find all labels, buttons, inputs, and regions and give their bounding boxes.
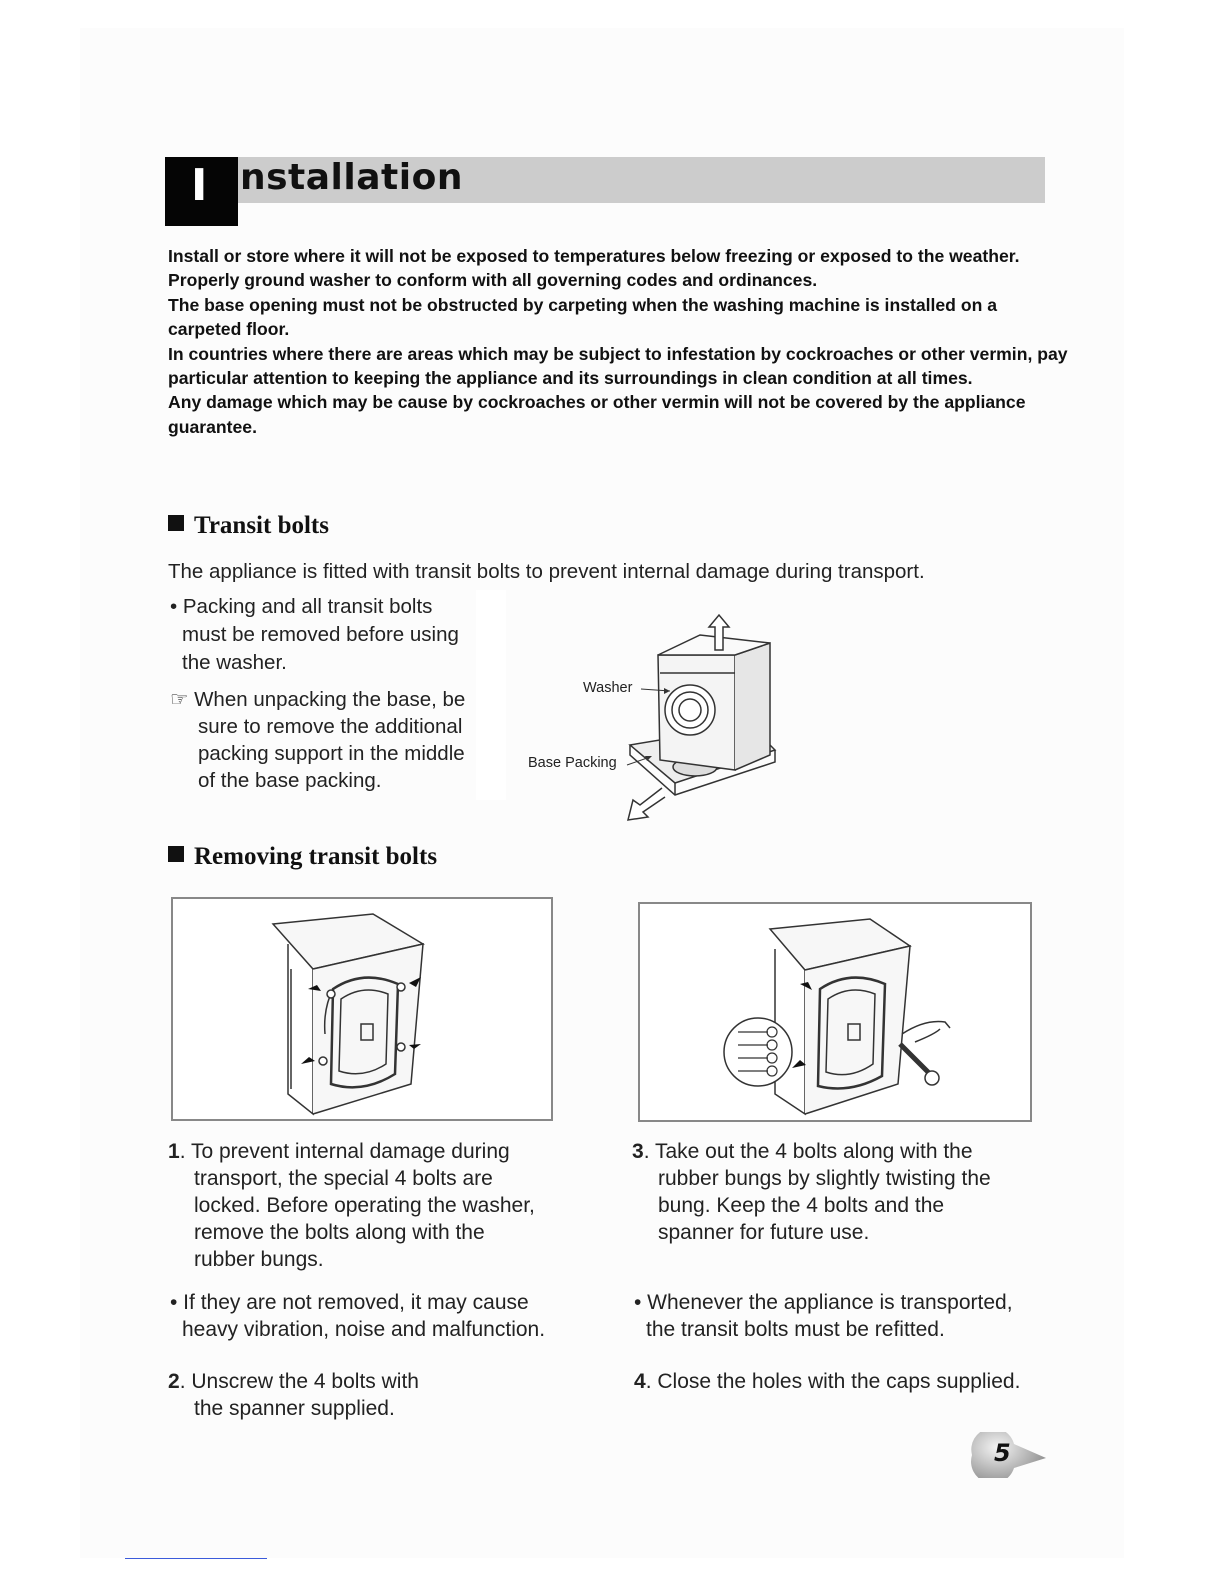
square-bullet-icon (168, 846, 184, 862)
washer-label: Washer (583, 680, 633, 696)
washer-back-illustration (173, 899, 551, 1119)
step-3: 3. Take out the 4 bolts along with the rubber bungs by slightly twisting the bung. Keep the 4 bolts and the spanner for future use. (632, 1140, 991, 1244)
step-number: 1 (168, 1140, 180, 1163)
step-text-line: transport, the special 4 bolts are (194, 1167, 493, 1190)
installation-warnings (168, 244, 1068, 439)
step-text-line: Take out the 4 bolts along with the (654, 1140, 973, 1163)
transit-bullet (170, 593, 476, 677)
step-number: 3 (632, 1140, 644, 1163)
bullet-line: • Whenever the appliance is transported, (634, 1291, 1013, 1314)
figure-back-bolts (171, 897, 553, 1121)
figure-remove-bolts (638, 902, 1032, 1122)
transit-note-line: ☞ When unpacking the base, be (170, 688, 466, 711)
warning-paragraph: Install or store where it will not be exposed to temperatures below freezing or exposed to the weather. (168, 246, 1020, 266)
warning-paragraph: Properly ground washer to conform with all governing codes and ordinances. (168, 270, 818, 291)
transit-bullet-line: the washer. (182, 651, 287, 674)
footer-rule (125, 1558, 267, 1559)
step-text-line: To prevent internal damage during (190, 1140, 510, 1163)
step-text-line: spanner for future use. (658, 1221, 870, 1244)
step-2: 2. Unscrew the 4 bolts with the spanner supplied. (168, 1370, 419, 1420)
transit-bullet-line: must be removed before using (182, 623, 459, 646)
square-bullet-icon (168, 515, 184, 531)
removing-bolts-heading-text: Removing transit bolts (194, 843, 438, 870)
step-text-line: remove the bolts along with the (194, 1221, 485, 1244)
bullet-line: • If they are not removed, it may cause (170, 1291, 529, 1314)
step-4: 4. Close the holes with the caps supplied. (634, 1370, 1021, 1393)
base-packing-label: Base Packing (528, 755, 617, 771)
transit-intro: The appliance is fitted with transit bolts to prevent internal damage during transport. (168, 560, 925, 583)
transit-bolts-heading (168, 512, 329, 540)
warning-paragraph: The base opening must not be obstructed by carpeting when the washing machine is installed on a carpeted floor. (168, 294, 997, 340)
step-text-line: Unscrew the 4 bolts with (191, 1370, 419, 1393)
page-number: 5 (994, 1439, 1011, 1467)
warning-paragraph: In countries where there are areas which may be subject to infestation by cockroaches or other vermin, pay particular attention to keeping the appliance and its surroundings in clean condition at all times. (168, 343, 1068, 389)
step-text-line: the spanner supplied. (194, 1397, 395, 1420)
washer-on-base-illustration (500, 605, 800, 830)
step-text-line: bung. Keep the 4 bolts and the (658, 1194, 945, 1217)
transit-bolts-heading-text: Transit bolts (194, 512, 329, 539)
section-title: nstallation (240, 157, 463, 198)
step-1: 1. To prevent internal damage during transport, the special 4 bolts are locked. Before operating the washer, remove the bolts along with the rubber bungs. (168, 1140, 535, 1271)
transit-note-line: packing support in the middle (198, 742, 465, 765)
washer-back-spanner-illustration (640, 904, 1030, 1120)
transit-note-line: sure to remove the additional (198, 715, 463, 738)
step-text-line: Close the holes with the caps supplied. (657, 1370, 1021, 1393)
bullet-line: the transit bolts must be refitted. (646, 1318, 945, 1341)
bullet-refit (634, 1289, 1013, 1343)
step-text-line: rubber bungs by slightly twisting the (658, 1167, 991, 1190)
transit-note (170, 686, 490, 794)
step-number: 2 (168, 1370, 180, 1393)
step-number: 4 (634, 1370, 646, 1393)
removing-bolts-heading (168, 843, 437, 871)
step-text-line: rubber bungs. (194, 1248, 324, 1271)
transit-bullet-line: • Packing and all transit bolts (170, 595, 433, 618)
transit-note-line: of the base packing. (198, 769, 382, 792)
bullet-not-removed (170, 1289, 545, 1343)
warning-paragraph: Any damage which may be cause by cockroaches or other vermin will not be covered by the appliance guarantee. (168, 392, 1026, 437)
step-text-line: locked. Before operating the washer, (194, 1194, 535, 1217)
section-initial-letter: I (191, 160, 208, 211)
bullet-line: heavy vibration, noise and malfunction. (182, 1318, 546, 1341)
